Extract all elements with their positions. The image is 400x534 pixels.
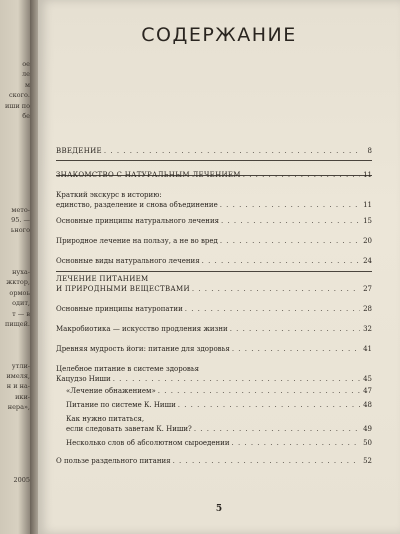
toc-entry (56, 324, 372, 334)
toc-entry (56, 236, 372, 246)
dot-leader (221, 216, 360, 226)
toc-entry (56, 456, 372, 466)
toc-page-number: 52 (363, 457, 372, 465)
toc-entry (56, 274, 372, 294)
dot-leader (232, 344, 360, 354)
book-page (38, 0, 400, 534)
left-page-text-fragment: пищей. (5, 320, 30, 328)
toc-entry (56, 438, 372, 448)
toc-entry-title: Питание по системе К. Ниши (66, 401, 176, 409)
toc-entry (56, 414, 372, 434)
left-page (0, 0, 30, 534)
dot-leader (104, 146, 360, 156)
left-page-text-fragment: н и на- (6, 382, 30, 391)
toc-page-number: 27 (363, 285, 372, 293)
section-divider (56, 271, 372, 272)
toc-entry-title: Как нужно питаться, (66, 415, 145, 423)
toc-page-number: 45 (363, 375, 372, 383)
toc-entry-title: Краткий экскурс в историю: (56, 191, 162, 199)
toc-entry (56, 364, 372, 384)
toc-entry-title: Кацудзо Ниши (56, 375, 111, 383)
dot-leader (178, 400, 360, 410)
left-page-text-fragment: утли- (11, 361, 30, 370)
left-page-text-fragment: жктор, (6, 278, 30, 287)
toc-entry-title: Несколько слов об абсолютном сыроедении (66, 439, 230, 447)
toc-entry (56, 170, 372, 180)
toc-entry-title: О пользе раздельного питания (56, 457, 171, 465)
toc-page-number: 49 (363, 425, 372, 433)
dot-leader (232, 438, 361, 448)
toc-page-number: 41 (363, 345, 372, 353)
dot-leader (185, 304, 360, 314)
left-page-text-fragment: ики- (15, 392, 30, 401)
toc-entry-title: ЛЕЧЕНИЕ ПИТАНИЕМ (56, 275, 149, 283)
toc-entry-title: единство, разделение и снова объединение (56, 201, 218, 209)
toc-entry (56, 146, 372, 156)
dot-leader (158, 386, 360, 396)
toc-page-number: 32 (363, 325, 372, 333)
dot-leader (113, 374, 360, 384)
toc-page-number: 11 (363, 171, 372, 179)
left-page-text-fragment: бе (22, 112, 30, 120)
toc-entry (56, 256, 372, 266)
dot-leader (220, 236, 360, 246)
left-page-text-fragment: мето- (11, 205, 30, 214)
toc-entry-title: Древняя мудрость йоги: питание для здоровья (56, 345, 230, 353)
left-page-text-fragment: м (24, 80, 30, 89)
left-page-text-fragment: 95. — (11, 216, 30, 224)
left-page-text-fragment: нуха- (12, 268, 30, 276)
toc-entry-title: Целебное питание в системе здоровья (56, 365, 200, 373)
left-page-text-fragment: т — в (12, 309, 30, 318)
toc-entry-title: Природное лечение на пользу, а не во вред (56, 237, 218, 245)
left-page-text-fragment: иши по (4, 101, 30, 110)
toc-entry-title: «Лечение обнажением» (66, 387, 156, 395)
page-number: 5 (215, 504, 223, 514)
toc-entry (56, 344, 372, 354)
toc-entry (56, 216, 372, 226)
left-page-text-fragment: ле (22, 70, 30, 79)
toc-page-number: 20 (363, 237, 372, 245)
toc-entry (56, 400, 372, 410)
toc-page-number: 50 (363, 439, 372, 447)
toc-entry-title: ЗНАКОМСТВО С НАТУРАЛЬНЫМ ЛЕЧЕНИЕМ (56, 171, 241, 179)
left-page-text-fragment: ского. (8, 91, 30, 100)
toc-page-number: 47 (363, 387, 372, 395)
dot-leader (243, 170, 360, 180)
toc-page-number: 48 (363, 401, 372, 409)
toc-entry-title: Основные виды натурального лечения (56, 257, 200, 265)
toc-entry-title: И ПРИРОДНЫМИ ВЕЩЕСТВАМИ (56, 285, 190, 293)
toc-entry-title: Основные принципы натурального лечения (56, 217, 220, 225)
toc-page-number: 8 (367, 147, 372, 155)
dot-leader (230, 324, 360, 334)
toc-page-number: 28 (363, 305, 372, 313)
dot-leader (202, 256, 360, 266)
section-divider (56, 160, 372, 161)
toc-page-number: 11 (363, 201, 372, 209)
dot-leader (192, 284, 360, 294)
toc-page-number: 24 (363, 257, 372, 265)
toc-entry (56, 304, 372, 314)
left-page-text-fragment: имеля, (6, 372, 30, 380)
left-page-text-fragment: ое (22, 60, 30, 68)
dot-leader (194, 424, 360, 434)
left-page-text-fragment: ьного (10, 226, 30, 235)
toc-entry (56, 190, 372, 210)
dot-leader (173, 456, 360, 466)
toc-page-number: 15 (363, 217, 372, 225)
left-page-text-fragment: ормоь (9, 288, 30, 297)
page-title: СОДЕРЖАНИЕ (141, 24, 297, 46)
toc-entry-title: ВВЕДЕНИЕ (56, 147, 102, 155)
toc-entry-title: если следовать заветам К. Ниши? (66, 425, 192, 433)
dot-leader (220, 200, 360, 210)
left-page-text-fragment: одит, (12, 299, 30, 308)
toc-entry-title: Макробиотика — искусство продления жизни (56, 325, 228, 333)
toc-entry (56, 386, 372, 396)
left-page-text-fragment: 2005 (13, 476, 30, 484)
left-page-text-fragment: нера», (7, 403, 30, 412)
toc-entry-title: Основные принципы натуропатии (56, 305, 183, 313)
